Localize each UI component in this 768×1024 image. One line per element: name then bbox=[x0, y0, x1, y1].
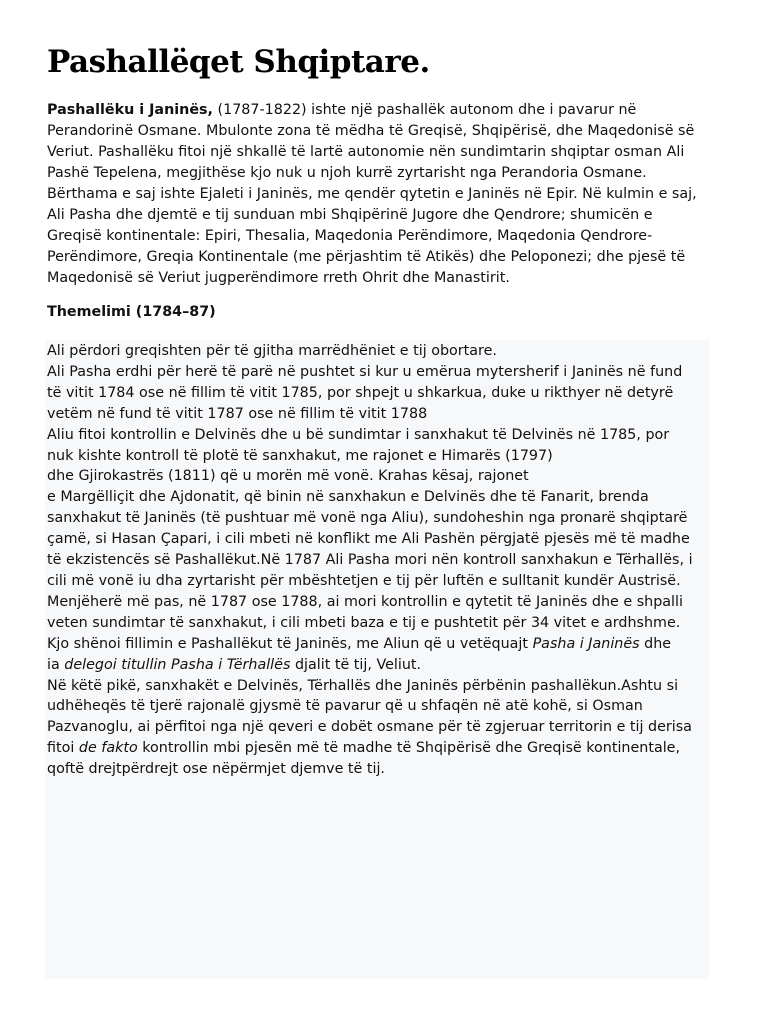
body-line: dhe Gjirokastrës (1811) që u morën më vonë. Krahas kësaj, rajonet bbox=[47, 468, 529, 485]
body-text: ia bbox=[47, 656, 65, 673]
section-body bbox=[47, 341, 709, 780]
body-text: djalit të tij, Veliut. bbox=[290, 656, 422, 673]
body-line: veten sundimtar të sanxhakut, i cili mbeti baza e tij e pushtetit për 34 vitet e ardhshme. bbox=[47, 614, 681, 631]
body-line: cili më vonë iu dha zyrtarisht për mbështetjen e tij për luftën e sulltanit kundër Austrisë. bbox=[47, 572, 681, 589]
intro-line: Bërthama e saj ishte Ejaleti i Janinës, me qendër qytetin e Janinës në Epir. Në kulmin e saj, bbox=[47, 186, 697, 202]
body-line: vetëm në fund të vitit 1787 ose në fillim të vitit 1788 bbox=[47, 405, 428, 422]
body-line: sanxhakut të Janinës (të pushtuar më vonë nga Aliu), sundoheshin nga pronarë shqiptarë bbox=[47, 510, 688, 527]
italic-term: de fakto bbox=[78, 740, 138, 757]
body-line: qoftë drejtpërdrejt ose nëpërmjet djemve të tij. bbox=[47, 761, 385, 778]
intro-line: Veriut. Pashallëku fitoi një shkallë të lartë autonomie nën sundimtarin shqiptar osman Ali bbox=[47, 144, 685, 160]
body-line: Aliu fitoi kontrollin e Delvinës dhe u bë sundimtar i sanxhakut të Delvinës në 1785, por bbox=[47, 426, 670, 443]
intro-lead: Pashallëku i Janinës, bbox=[47, 102, 213, 118]
body-line: Ali përdori greqishten për të gjitha marrëdhëniet e tij obortare. bbox=[47, 343, 497, 359]
body-line: të vitit 1784 ose në fillim të vitit 1785, por shpejt u shkarkua, duke u rikthyer në detyrë bbox=[47, 384, 674, 401]
body-text: fitoi bbox=[47, 740, 79, 757]
body-line: Ali Pasha erdhi për herë të parë në pushtet si kur u emërua mytersherif i Janinës në fund bbox=[47, 363, 683, 380]
body-text: Kjo shënoi fillimin e Pashallëkut të Janinës, me Aliun që u vetëquajt bbox=[47, 635, 533, 652]
body-line: Menjëherë më pas, në 1787 ose 1788, ai mori kontrollin e qytetit të Janinës dhe e shpalli bbox=[47, 593, 683, 610]
body-line: çamë, si Hasan Çapari, i cili mbeti në konflikt me Ali Pashën përgjatë pjesës më të madhe bbox=[47, 531, 690, 548]
body-text: kontrollin mbi pjesën më të madhe të Shqipërisë dhe Greqisë kontinentale, bbox=[137, 740, 681, 757]
intro-paragraph bbox=[47, 100, 717, 289]
body-line: udhëheqës të tjerë rajonalë gjysmë të pavarur që u shfaqën në atë kohë, si Osman bbox=[47, 698, 643, 715]
intro-line: Perëndimore, Greqia Kontinentale (me përjashtim të Atikës) dhe Peloponezi; dhe pjesë të bbox=[47, 249, 686, 265]
body-line bbox=[47, 738, 709, 759]
body-line bbox=[47, 655, 709, 676]
section-heading: Themelimi (1784–87) bbox=[47, 304, 216, 320]
body-line bbox=[47, 634, 709, 655]
intro-line: Perandorinë Osmane. Mbulonte zona të mëdha të Greqisë, Shqipërisë, dhe Maqedonisë së bbox=[47, 123, 695, 139]
intro-line: Pashë Tepelena, megjithëse kjo nuk u njoh kurrë zyrtarisht nga Perandoria Osmane. bbox=[47, 165, 647, 181]
body-line: nuk kishte kontroll të plotë të sanxhakut, me rajonet e Himarës (1797) bbox=[47, 447, 553, 464]
intro-line: (1787-1822) ishte një pashallëk autonom dhe i pavarur në bbox=[212, 102, 637, 118]
italic-term: delegoi titullin Pasha i Tërhallës bbox=[64, 656, 291, 673]
body-line: të ekzistencës së Pashallëkut.Në 1787 Ali Pasha mori nën kontroll sanxhakun e Tërhallës, i bbox=[47, 552, 693, 569]
page-title: Pashallëqet Shqiptare. bbox=[47, 44, 430, 80]
body-text: dhe bbox=[639, 635, 672, 652]
italic-term: Pasha i Janinës bbox=[532, 635, 640, 652]
intro-line: Greqisë kontinentale: Epiri, Thesalia, Maqedonia Perëndimore, Maqedonia Qendrore- bbox=[47, 228, 653, 244]
body-line: Në këtë pikë, sanxhakët e Delvinës, Tërhallës dhe Janinës përbënin pashallëkun.Ashtu si bbox=[47, 677, 679, 694]
intro-line: Ali Pasha dhe djemtë e tij sunduan mbi Shqipërinë Jugore dhe Qendrore; shumicën e bbox=[47, 207, 653, 223]
intro-line: Maqedonisë së Veriut jugperëndimore rreth Ohrit dhe Manastirit. bbox=[47, 270, 510, 286]
body-line: e Margëlliçit dhe Ajdonatit, që binin në sanxhakun e Delvinës dhe të Fanarit, brenda bbox=[47, 489, 649, 506]
body-line: Pazvanoglu, ai përfitoi nga një qeveri e dobët osmane për të zgjeruar territorin e tij derisa bbox=[47, 719, 692, 736]
